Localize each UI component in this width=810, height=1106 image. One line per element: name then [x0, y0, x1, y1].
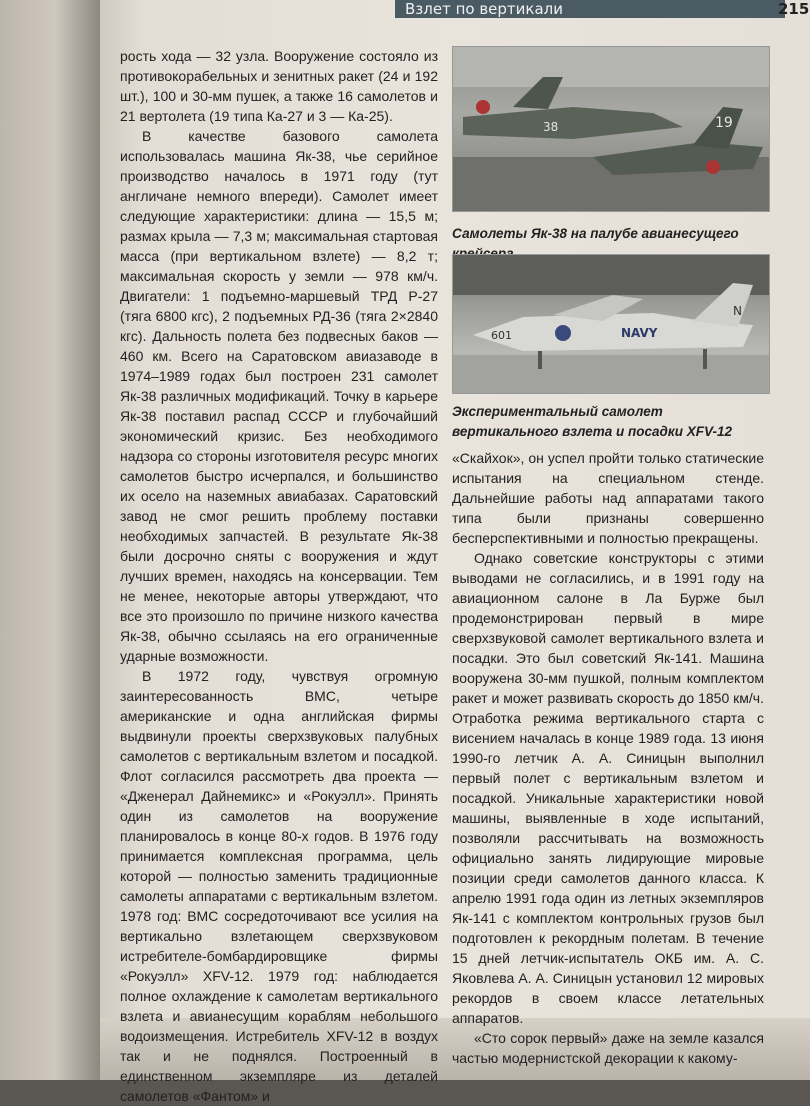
- figure-caption: Экспериментальный самолет вертикального взлета и посадки XFV-12: [452, 404, 732, 439]
- yak38-deck-photo: [452, 46, 770, 212]
- left-text-column: [120, 46, 438, 1106]
- page-number: 215: [778, 0, 810, 18]
- tail-number: 19: [715, 115, 733, 131]
- paragraph: «Сто сорок первый» даже на земле казался частью модернистской декорации к какому-: [452, 1030, 764, 1066]
- aircraft-marking: 601: [491, 329, 512, 342]
- aircraft-marking: NAVY: [621, 326, 658, 340]
- paragraph: рость хода — 32 узла. Вооружение состояло из противокорабельных и зенитных ракет (24 и 192 шт.), 100 и 30-мм пушек, а также 16 самолетов и 21 вертолета (19 типа Ка-27 и 3 — Ка-25).: [120, 48, 438, 124]
- paragraph: В качестве базового самолета использовалась машина Як-38, чье серийное производство началось в 1971 году (тут англичане немного впереди). Самолет имеет следующие характеристики: длина — 15,5 м; размах крыла — 7,3 м; максимальная стартовая масса (при вертикальном взлете) — 8,2 т; максимальная скорость у земли — 978 км/ч. Двигатели: 1 подъемно-маршевый ТРД Р-27 (тяга 6800 кгс), 2 подъемных РД-36 (тяга 2×2840 кгс). Дальность полета без подвесных баков — 460 км. Всего на Саратовском авиазаводе в 1974–1989 годах был построен 231 самолет Як-38 различных модификаций. Точку в карьере Як-38 поставил распад СССР и глубочайший экономический кризис. Без необходимого надзора со стороны изготовителя ресурс многих самолетов быстро исчерпался, и большинство их осело на наземных авиабазах. Саратовский завод не смог решить проблему поставки необходимых запчастей. В результате Як-38 были досрочно сняты с вооружения и ждут лучших времен, находясь на консервации. Тем не менее, некоторые авторы утверждают, что все это произошло по причине низкого качества Як-38, обычно ссылаясь на его ограниченные ударные возможности.: [120, 128, 438, 664]
- tail-number: 38: [543, 120, 559, 134]
- right-text-column: [452, 448, 764, 1068]
- running-header: Взлет по вертикали: [395, 0, 785, 18]
- xfv12-hangar-photo: [452, 254, 770, 394]
- paragraph: «Скайхок», он успел пройти только статические испытания на специальном стенде. Дальнейшие работы над аппаратами такого типа были признаны совершенно бесперспективными и полностью прекращены.: [452, 450, 764, 546]
- aircraft-marking: N: [733, 304, 742, 318]
- figure-caption: Самолеты Як-38 на палубе авианесущего: [452, 226, 739, 241]
- paragraph: Однако советские конструкторы с этими выводами не согласились, и в 1991 году на авиационном салоне в Ла Бурже был продемонстрирован первый в мире сверхзвуковой самолет вертикального взлета и посадки. Это был советский Як-141. Машина вооружена 30-мм пушкой, полным комплектом ракет и может развивать скорость до 1850 км/ч. Отработка режима вертикального старта с висением началась в конце 1989 года. 13 июня 1990-го летчик А. А. Синицын выполнил первый полет с вертикальным взлетом и посадкой. Уникальные характеристики новой машины, выявленные в ходе испытаний, позволяли рассчитывать на возможность официально занять лидирующие мировые позиции среди самолетов данного класса. К апрелю 1991 года один из летных экземпляров Як-141 с комплектом контрольных грузов был подготовлен к рекордным полетам. В течение 15 дней летчик-испытатель ОКБ им. А. С. Яковлева А. А. Синицын установил 12 мировых рекордов в своем классе летательных аппаратов.: [452, 550, 764, 1026]
- adjacent-page-edge: [0, 0, 100, 1080]
- paragraph: В 1972 году, чувствуя огромную заинтересованность ВМС, четыре американские и одна английская фирмы выдвинули проекты сверхзвуковых палубных самолетов с вертикальным взлетом и посадкой. Флот согласился рассмотреть два проекта — «Дженерал Дайнемикс» и «Рокуэлл». Принять один из самолетов на вооружение планировалось в конце 80-х годов. В 1976 году принимается комплексная программа, цель которой — полностью заменить традиционные самолеты аппаратами с вертикальным взлетом. 1978 год: ВМС сосредоточивают все усилия на вертикально взлетающем сверхзвуковом истребителе-бомбардировщике фирмы «Рокуэлл» XFV-12. 1979 год: наблюдается полное охлаждение к самолетам вертикального взлета и авианесущим кораблям небольшого водоизмещения. Истребитель XFV-12 в воздух так и не поднялся. Построенный в единственном экземпляре из деталей самолетов «Фантом» и: [120, 668, 438, 1104]
